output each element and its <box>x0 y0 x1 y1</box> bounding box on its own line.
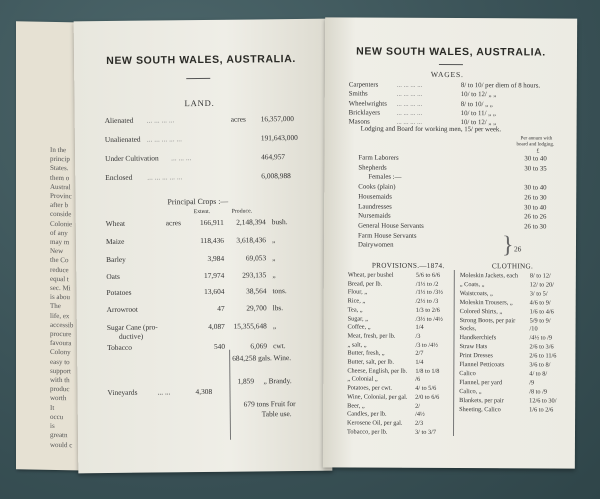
vineyards-bracket <box>229 350 231 440</box>
crop-row-label: Oats <box>106 271 120 282</box>
clothing-row-value: 4/6 to 9/ <box>529 299 551 307</box>
clothing-row-value: 5/9 to 9/ <box>529 316 551 325</box>
annual-row-value: 30 to 40 <box>524 203 547 212</box>
per-annum-note-1: Per annum with <box>520 136 553 142</box>
vineyards-fruit-line2: Table use. <box>261 409 292 419</box>
crops-col-extent: Extent. <box>193 208 211 216</box>
crop-row-extent: 3,984 <box>207 253 225 263</box>
crop-row-measure: tons. <box>272 286 287 296</box>
wage-row-dots: ... ... ... ... <box>396 81 423 89</box>
land-row-value: 16,357,000 <box>260 114 294 124</box>
crop-row-produce: 38,564 <box>246 286 267 296</box>
provision-row-value: /2½ to /3 <box>415 297 439 306</box>
crop-row-label: Maize <box>105 236 125 247</box>
crop-row-label: Sugar Cane (pro- <box>106 322 158 333</box>
crop-row-produce: 15,355,648 <box>233 321 267 331</box>
crop-row-produce: 29,700 <box>246 303 267 313</box>
wage-row-value: 10/ to 12/ „ „ <box>460 119 497 127</box>
clothing-row-value: 2/6 to 3/6 <box>529 343 554 351</box>
provision-row-label: Kerosene Oil, per gal. <box>347 419 403 427</box>
crop-row-label: Barley <box>106 254 126 265</box>
land-row-label: Enclosed <box>105 172 133 183</box>
crop-row-produce: 3,618,436 <box>236 235 266 245</box>
provision-row-value: 5/6 to 6/6 <box>415 271 440 279</box>
provision-row-label: Sugar, „ <box>347 314 369 323</box>
wage-row-label: Carpenters <box>348 81 379 89</box>
left-page <box>74 19 333 474</box>
crop-row-measure: „ <box>272 270 276 280</box>
crop-row-extent: 166,911 <box>199 217 224 228</box>
crop-row-extent: 17,974 <box>203 270 225 280</box>
annual-row-label: Housemaids <box>358 193 392 201</box>
provision-row-value: 2/7 <box>415 350 424 358</box>
provision-row-value: /3 <box>415 332 421 340</box>
crop-row-label: Potatoes <box>106 287 132 298</box>
provision-row-value: /1½ to /2 <box>415 280 439 288</box>
clothing-row-value: /10 <box>529 325 538 333</box>
clothing-row-label: Print Dresses <box>459 352 493 360</box>
wage-row-dots: ... ... ... ... <box>396 118 423 127</box>
crop-row-produce: 69,053 <box>245 253 267 263</box>
crop-row-label: Arrowroot <box>106 304 138 315</box>
provision-row-label: Bread, per lb. <box>347 280 383 288</box>
wage-row-dots: ... ... ... ... <box>396 109 423 117</box>
land-heading: LAND. <box>184 97 215 109</box>
land-row-unit: acres <box>230 114 246 124</box>
per-annum-note-2: board and lodging. <box>516 142 555 148</box>
clothing-row-value: 12/ to 20/ <box>529 281 554 289</box>
provision-row-value: /3½ to /4½ <box>415 315 443 323</box>
clothing-row-label: Strong Boots, per pair <box>459 316 516 324</box>
land-row-label: Under Cultivation <box>105 153 159 164</box>
board-note: Lodging and Board for working men, 15/ per week. <box>360 125 502 134</box>
provision-row-value: 4/ to 5/6 <box>415 384 437 393</box>
land-row-dots: ... ... ... <box>171 153 192 163</box>
annual-row-value: 30 to 40 <box>524 155 547 163</box>
land-row-value: 191,643,000 <box>260 133 298 143</box>
clothing-row-label: Blankets, per pair <box>459 396 504 404</box>
wage-row-value: 8/ to 10/ „ „ <box>460 100 493 108</box>
annual-row-value: 26 to 26 <box>524 213 547 221</box>
left-header-rule <box>186 78 210 79</box>
clothing-row-value: /9 <box>529 379 535 387</box>
vineyards-brandy-label: „ Brandy. <box>263 376 292 386</box>
clothing-row-value: 8/ to 12/ <box>529 272 551 280</box>
annual-row-label: Shepherds <box>358 164 387 172</box>
clothing-row-value: /8 to /9 <box>529 388 548 396</box>
provision-row-label: Potatoes, per cwt. <box>347 384 393 392</box>
annual-row-value: 30 to 40 <box>524 184 547 192</box>
provision-row-label: Wheat, per bushel <box>347 271 394 279</box>
crop-row-label: Tobacco <box>107 342 133 353</box>
annual-row-value: 26 to 30 <box>524 223 547 231</box>
clothing-row-label: Sheeting, Calico <box>459 405 501 413</box>
crop-row-label-continued: ductive) <box>118 331 144 341</box>
annual-row-label: Cooks (plain) <box>358 183 396 191</box>
servants-brace: } <box>501 232 514 259</box>
annual-row-label: Farm Laborers <box>358 154 399 162</box>
wage-row-value: 10/ to 11/ „ „ <box>460 109 496 118</box>
vineyards-fruit-line1: 679 tons Fruit for <box>243 399 296 409</box>
provision-row-label: Candles, per lb. <box>347 410 387 418</box>
wage-row-label: Smiths <box>348 90 368 98</box>
annual-row-label: Dairywomen <box>357 241 394 250</box>
crop-row-label: Wheat <box>105 218 126 229</box>
land-row-value: 6,008,988 <box>261 171 291 181</box>
clothing-heading: CLOTHING. <box>491 262 534 271</box>
land-row-label: Alienated <box>104 115 134 126</box>
left-page-header: NEW SOUTH WALES, AUSTRALIA. <box>106 53 296 68</box>
provision-row-value: 2/0 to 6/6 <box>415 393 440 401</box>
clothing-row-label: Calico, „ <box>459 387 482 395</box>
right-page <box>323 17 577 468</box>
vineyards-wine: 684,258 gals. Wine. <box>232 353 292 363</box>
land-row-dots: ... ... ... ... ... <box>147 172 183 182</box>
provision-row-value: 2/3 <box>415 419 424 427</box>
provisions-heading: PROVISIONS.—1874. <box>371 261 445 270</box>
crop-row-measure: cwt. <box>273 341 286 351</box>
wage-row-label: Wheelwrights <box>348 100 387 108</box>
vineyards-extent: 4,308 <box>195 386 213 397</box>
provision-row-label: Butter, salt, per lb. <box>347 358 395 366</box>
provision-row-value: 1/4 <box>415 358 424 366</box>
provision-row-value: /4½ <box>415 411 425 419</box>
wages-heading: WAGES. <box>430 69 464 80</box>
crop-row-produce: 2,148,394 <box>236 217 266 227</box>
provision-row-value: 1/8 to 1/8 <box>415 367 440 375</box>
provision-row-value: 1/3 to 2/6 <box>415 306 440 314</box>
annual-row-label: General House Servants <box>358 222 424 230</box>
annual-row-value: 26 to 30 <box>524 194 547 202</box>
crop-row-extent: 13,604 <box>204 286 225 296</box>
wage-row-label: Bricklayers <box>348 109 381 117</box>
clothing-row-label: Straw Hats <box>459 343 488 351</box>
crop-row-extent: 118,436 <box>200 235 224 246</box>
land-row-value: 464,957 <box>261 152 286 162</box>
provision-row-label: Butter, fresh, „ <box>347 349 385 357</box>
wage-row-value: 10/ to 12/ „ „ <box>460 91 497 99</box>
clothing-row-label: Waistcoats, „ <box>459 289 493 298</box>
crop-row-extent: 4,087 <box>208 321 225 331</box>
provision-row-label: Wine, Colonial, per gal. <box>347 393 408 401</box>
provision-row-label: Meat, fresh, per lb. <box>347 332 396 340</box>
clothing-row-value: 1/6 to 4/6 <box>529 308 554 316</box>
crop-row-measure: bush. <box>271 217 288 227</box>
crop-row-extent: 540 <box>213 341 226 351</box>
clothing-row-value: 12/6 to 30/ <box>529 397 557 405</box>
servants-brace-value: 26 <box>513 244 522 254</box>
provision-row-label: „ salt, „ <box>347 341 367 349</box>
annual-row-value: 30 to 35 <box>524 165 547 173</box>
clothing-row-value: 4/ to 8/ <box>529 370 548 378</box>
wage-row-dots: ... ... ... ... <box>396 91 423 99</box>
land-row-label: Unalienated <box>104 134 141 145</box>
clothing-row-label: „ Coats, „ <box>459 280 485 289</box>
annual-row-label: Females :— <box>368 173 402 182</box>
vineyards-dots: ... ... <box>157 387 171 397</box>
right-page-header: NEW SOUTH WALES, AUSTRALIA. <box>356 45 546 59</box>
crop-row-measure: „ <box>271 235 276 245</box>
provision-row-label: Beer, „ <box>347 401 365 410</box>
clothing-row-label: Calico <box>459 369 476 378</box>
provisions-clothing-divider <box>453 270 455 436</box>
crop-row-extent: 47 <box>217 303 225 313</box>
clothing-row-value: /4½ to /9 <box>529 334 553 342</box>
provision-row-label: „ Colonial „ <box>347 375 378 384</box>
crop-row-unit: acres <box>165 218 181 228</box>
clothing-row-label: Flannel, per yard <box>459 378 503 387</box>
wage-row-label: Masons <box>348 118 370 126</box>
back-page-text: In the princip States. them o Austral Provinc after b conside Colonie of any may m New the Co reduce equal t sec. Mi is abou The life, ex accessib procure favoura Colony easy to support with th produc worth It occu is greatn would c <box>50 145 74 449</box>
crop-row-produce: 293,135 <box>242 270 267 280</box>
provision-row-label: Rice, „ <box>347 297 366 305</box>
provision-row-value: 3/ to 3/7 <box>414 428 437 436</box>
clothing-row-label: Handkerchiefs <box>459 334 497 342</box>
provision-row-value: 2/ <box>415 402 421 410</box>
wage-row-dots: ... ... ... ... <box>396 100 423 108</box>
crops-heading: Principal Crops :— <box>167 196 229 207</box>
crop-row-measure: „ <box>272 321 277 331</box>
crop-row-produce: 6,069 <box>250 341 268 351</box>
crop-row-measure: „ <box>272 253 276 263</box>
provision-row-value: 1/4 <box>415 324 424 332</box>
vineyards-label: Vineyards <box>107 387 138 398</box>
provision-row-value: /3 to /4½ <box>415 341 439 349</box>
provision-row-label: Tobacco, per lb. <box>346 428 388 436</box>
provision-row-label: Flour, „ <box>347 288 368 296</box>
provision-row-value: /1½ to /3½ <box>415 289 444 297</box>
crops-col-produce: Produce. <box>231 208 253 215</box>
crop-row-measure: lbs. <box>272 303 284 313</box>
provision-row-value: /6 <box>415 376 421 384</box>
clothing-row-value: 2/6 to 11/6 <box>529 352 557 360</box>
vineyards-brandy-value: 1,859 <box>237 376 255 386</box>
clothing-row-label: Moleskin Jackets, each <box>459 272 519 280</box>
annual-row-label: Farm House Servants <box>358 232 417 240</box>
clothing-row-label: Moleskin Trousers, „ <box>459 298 513 307</box>
per-annum-unit: £ <box>536 148 540 155</box>
clothing-row-label: Colored Shirts, „ <box>459 307 503 315</box>
land-row-dots: ... ... ... ... ... <box>146 134 183 144</box>
clothing-row-value: 1/6 to 2/6 <box>529 405 554 414</box>
wage-row-value: 8/ to 10/ per diem of 8 hours. <box>460 82 541 90</box>
provision-row-label: Cheese, English, per lb. <box>347 367 408 375</box>
right-header-rule <box>439 64 463 65</box>
land-row-dots: ... ... ... ... <box>146 115 175 125</box>
clothing-row-value: 3/6 to 8/ <box>529 361 551 369</box>
clothing-row-label: Socks, <box>459 325 477 333</box>
clothing-row-value: 3/ to 5/ <box>529 290 548 298</box>
annual-row-label: Laundresses <box>358 203 392 211</box>
clothing-row-label: Flannel Petticoats <box>459 361 505 369</box>
annual-row-label: Nursemaids <box>358 212 391 220</box>
provision-row-label: Tea, „ <box>347 306 363 314</box>
provision-row-label: Coffee, „ <box>347 323 371 331</box>
